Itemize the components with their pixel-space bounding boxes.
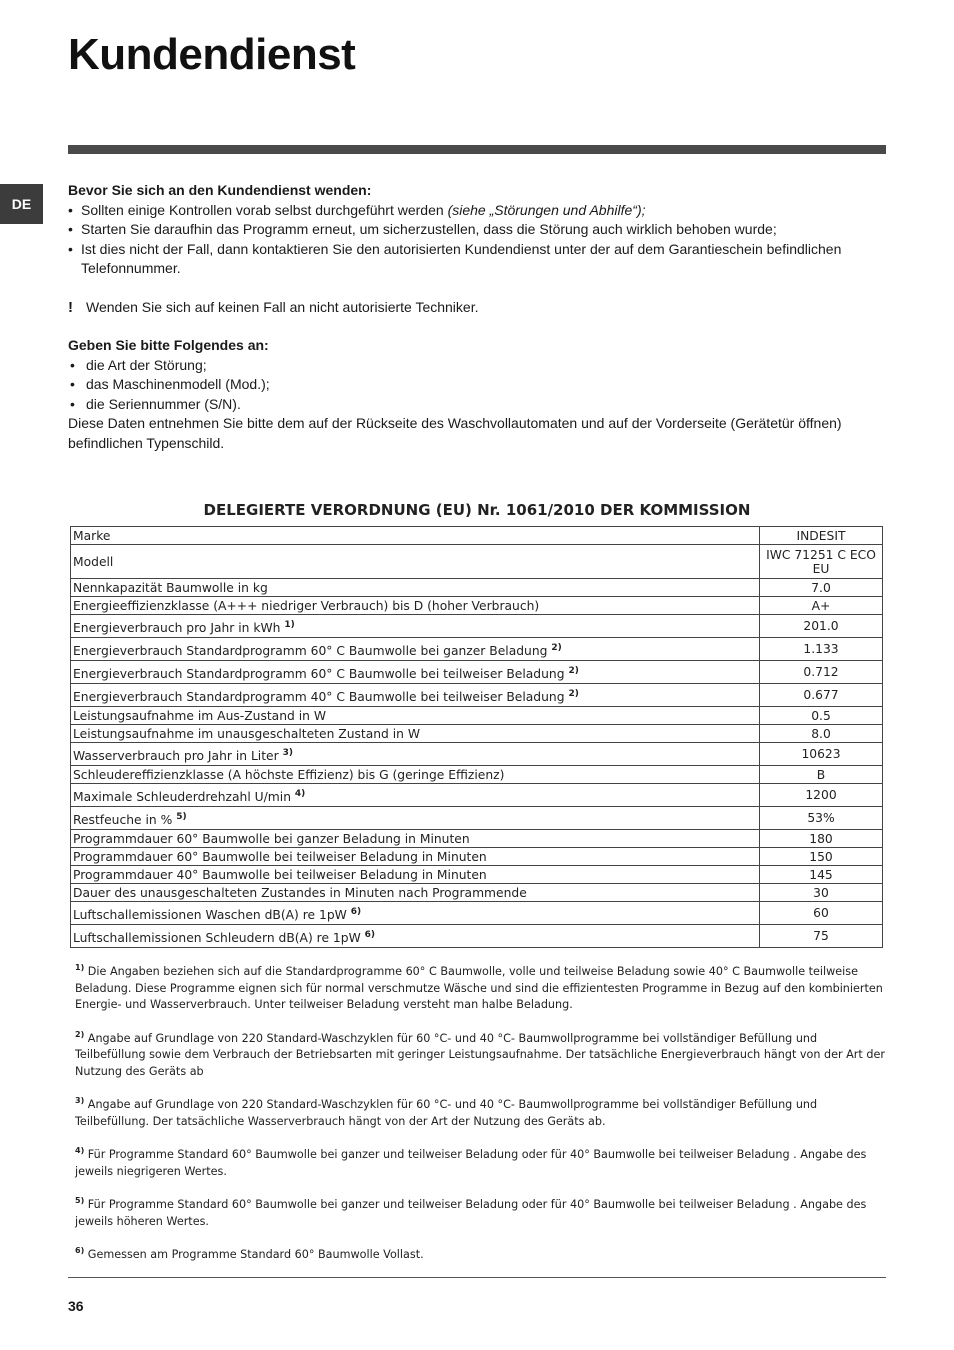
row-value: 150 (760, 848, 883, 866)
table-row (71, 884, 883, 902)
table-row (71, 830, 883, 848)
row-label: Restfeuche in % $^{5)}$ (71, 807, 760, 830)
info-needed-heading: Geben Sie bitte Folgendes an: (68, 337, 269, 353)
title-rule (68, 145, 886, 154)
type-plate-note: Diese Daten entnehmen Sie bitte dem auf der Rückseite des Waschvollautomaten und auf der Vorderseite (Gerätetür öffnen) befindlichen Typenschild. (68, 415, 842, 451)
row-label: Wasserverbrauch pro Jahr in Liter $^{3)}$ (71, 743, 760, 766)
row-value: 0.712 (760, 661, 883, 684)
row-value: 201.0 (760, 615, 883, 638)
row-label: Marke (71, 527, 760, 545)
row-value: 145 (760, 866, 883, 884)
footnote-ref: 4) (294, 788, 306, 799)
footnote-ref: 6) (350, 906, 362, 917)
table-row (71, 902, 883, 925)
table-row (71, 527, 883, 545)
row-label: Energieverbrauch Standardprogramm 40° C Baumwolle bei teilweiser Beladung $^{2)}$ (71, 684, 760, 707)
list-item: • Sollten einige Kontrollen vorab selbst durchgeführt werden (siehe „Störungen und Abhilfe“); (68, 201, 886, 221)
row-value: 7.0 (760, 579, 883, 597)
table-row (71, 925, 883, 948)
row-label: Energieverbrauch Standardprogramm 60° C Baumwolle bei ganzer Beladung $^{2)}$ (71, 638, 760, 661)
row-value: 53% (760, 807, 883, 830)
bullet-icon: • (68, 221, 73, 237)
row-value: A+ (760, 597, 883, 615)
row-value: INDESIT (760, 527, 883, 545)
page-number: 36 (68, 1298, 84, 1314)
row-label: Nennkapazität Baumwolle in kg (71, 579, 760, 597)
row-label: Maximale Schleuderdrehzahl U/min $^{4)}$ (71, 784, 760, 807)
row-value: 60 (760, 902, 883, 925)
row-value: 10623 (760, 743, 883, 766)
before-contact-heading: Bevor Sie sich an den Kundendienst wenden: (68, 182, 372, 198)
list-item: • das Maschinenmodell (Mod.); (68, 375, 886, 395)
table-row (71, 866, 883, 884)
footnote: $^{2)}$ Angabe auf Grundlage von 220 Standard-Waschzyklen für 60 °C- und 40 °C- Baumwollprogramme bei vollständiger Befüllung und Teilbefüllung sowie dem Verbrauch der Betriebsarten mit geringer Leistungsaufnahme. Der tatsächliche Energieverbrauch hängt von der Art der Nutzung des Geräts ab (75, 1029, 885, 1078)
footnote-ref: 1) (284, 619, 295, 630)
footnote-ref: 2) (568, 688, 579, 699)
bullet-icon: • (68, 201, 73, 218)
bullet-icon: • (68, 240, 73, 257)
footnote-ref: 6) (364, 929, 376, 940)
row-value: 1.133 (760, 638, 883, 661)
table-row (71, 545, 883, 579)
footnote: $^{4)}$ Für Programme Standard 60° Baumwolle bei ganzer und teilweiser Beladung oder für 40° Baumwolle bei teilweiser Beladung . Angabe des jeweils niegrigeren Wertes. (75, 1146, 867, 1178)
table-row (71, 807, 883, 830)
footer-rule (68, 1277, 886, 1278)
row-label: Luftschallemissionen Waschen dB(A) re 1pW $^{6)}$ (71, 902, 760, 925)
row-value: 0.5 (760, 707, 883, 725)
row-value: 8.0 (760, 725, 883, 743)
footnote: $^{6)}$ Gemessen am Programme Standard 60° Baumwolle Vollast. (75, 1246, 424, 1261)
row-label: Modell (71, 545, 760, 579)
footnote: $^{5)}$ Für Programme Standard 60° Baumwolle bei ganzer und teilweiser Beladung oder für 40° Baumwolle bei teilweiser Beladung . Angabe des jeweils höheren Wertes. (75, 1196, 867, 1228)
footnote-ref: 2) (568, 665, 579, 676)
table-row (71, 615, 883, 638)
row-label: Energieverbrauch Standardprogramm 60° C Baumwolle bei teilweiser Beladung $^{2)}$ (71, 661, 760, 684)
row-label: Programmdauer 40° Baumwolle bei teilweiser Beladung in Minuten (71, 866, 760, 884)
table-row (71, 661, 883, 684)
row-value: 75 (760, 925, 883, 948)
row-label: Programmdauer 60° Baumwolle bei ganzer Beladung in Minuten (71, 830, 760, 848)
list-item: • die Seriennummer (S/N). (68, 395, 886, 415)
table-row (71, 579, 883, 597)
table-title: DELEGIERTE VERORDNUNG (EU) Nr. 1061/2010 DER KOMMISSION (203, 501, 751, 519)
footnote-ref: 3) (282, 747, 293, 758)
list-item: • Ist dies nicht der Fall, dann kontaktieren Sie den autorisierten Kundendienst unter der auf dem Garantieschein befindlichen Telefonnummer. (68, 240, 842, 276)
row-label: Energieeffizienzklasse (A+++ niedriger Verbrauch) bis D (hoher Verbrauch) (71, 597, 760, 615)
regulation-section (68, 498, 886, 945)
row-label: Energieverbrauch pro Jahr in kWh $^{1)}$ (71, 615, 760, 638)
row-value: B (760, 766, 883, 784)
warning-note: ! Wenden Sie sich auf keinen Fall an nicht autorisierte Techniker. (68, 298, 479, 316)
table-row (71, 766, 883, 784)
service-instructions (68, 181, 886, 453)
page-title: Kundendienst (68, 30, 356, 79)
table-row (71, 597, 883, 615)
bullet-icon: • (70, 356, 75, 373)
row-value: 30 (760, 884, 883, 902)
row-value: 180 (760, 830, 883, 848)
regulation-table (70, 526, 883, 948)
exclamation-icon: ! (68, 298, 73, 316)
footnote: $^{3)}$ Angabe auf Grundlage von 220 Standard-Waschzyklen für 60 °C- und 40 °C- Baumwollprogramme bei vollständiger Befüllung und Teilbefüllung. Der tatsächliche Wasserverbrauch hängt von der Art der Nutzung des Geräts ab. (75, 1096, 818, 1128)
table-row (71, 784, 883, 807)
row-value: 0.677 (760, 684, 883, 707)
row-label: Leistungsaufnahme im unausgeschalteten Zustand in W (71, 725, 760, 743)
language-tab: DE (0, 184, 43, 224)
table-row (71, 743, 883, 766)
bullet-icon: • (70, 376, 75, 392)
footnote-ref: 5) (176, 811, 187, 822)
row-label: Leistungsaufnahme im Aus-Zustand in W (71, 707, 760, 725)
row-label: Programmdauer 60° Baumwolle bei teilweiser Beladung in Minuten (71, 848, 760, 866)
row-value: 1200 (760, 784, 883, 807)
footnote: $^{1)}$ Die Angaben beziehen sich auf die Standardprogramme 60° C Baumwolle, volle und teilweise Beladung sowie 40° C Baumwolle teilweise Beladung. Diese Programme eignen sich für normal verschmutze Wäsche und sind die effizientesten Programme in Bezug auf den kombinierten Energie- und Wasserverbrauch. Unter teilweiser Beladung versteht man halbe Beladung. (75, 963, 883, 1011)
row-value: IWC 71251 C ECO EU (760, 545, 883, 579)
list-item: • Starten Sie daraufhin das Programm erneut, um sicherzustellen, dass die Störung auch wirklich behoben wurde; (68, 220, 886, 240)
table-row (71, 684, 883, 707)
list-item: • die Art der Störung; (68, 356, 886, 376)
table-row (71, 707, 883, 725)
table-row (71, 848, 883, 866)
table-row (71, 725, 883, 743)
row-label: Schleudereffizienzklasse (A höchste Effizienz) bis G (geringe Effizienz) (71, 766, 760, 784)
row-label: Luftschallemissionen Schleudern dB(A) re 1pW $^{6)}$ (71, 925, 760, 948)
row-label: Dauer des unausgeschalteten Zustandes in Minuten nach Programmende (71, 884, 760, 902)
footnote-ref: 2) (551, 642, 562, 653)
bullet-icon: • (70, 395, 75, 412)
footnotes (75, 960, 885, 1277)
table-row (71, 638, 883, 661)
